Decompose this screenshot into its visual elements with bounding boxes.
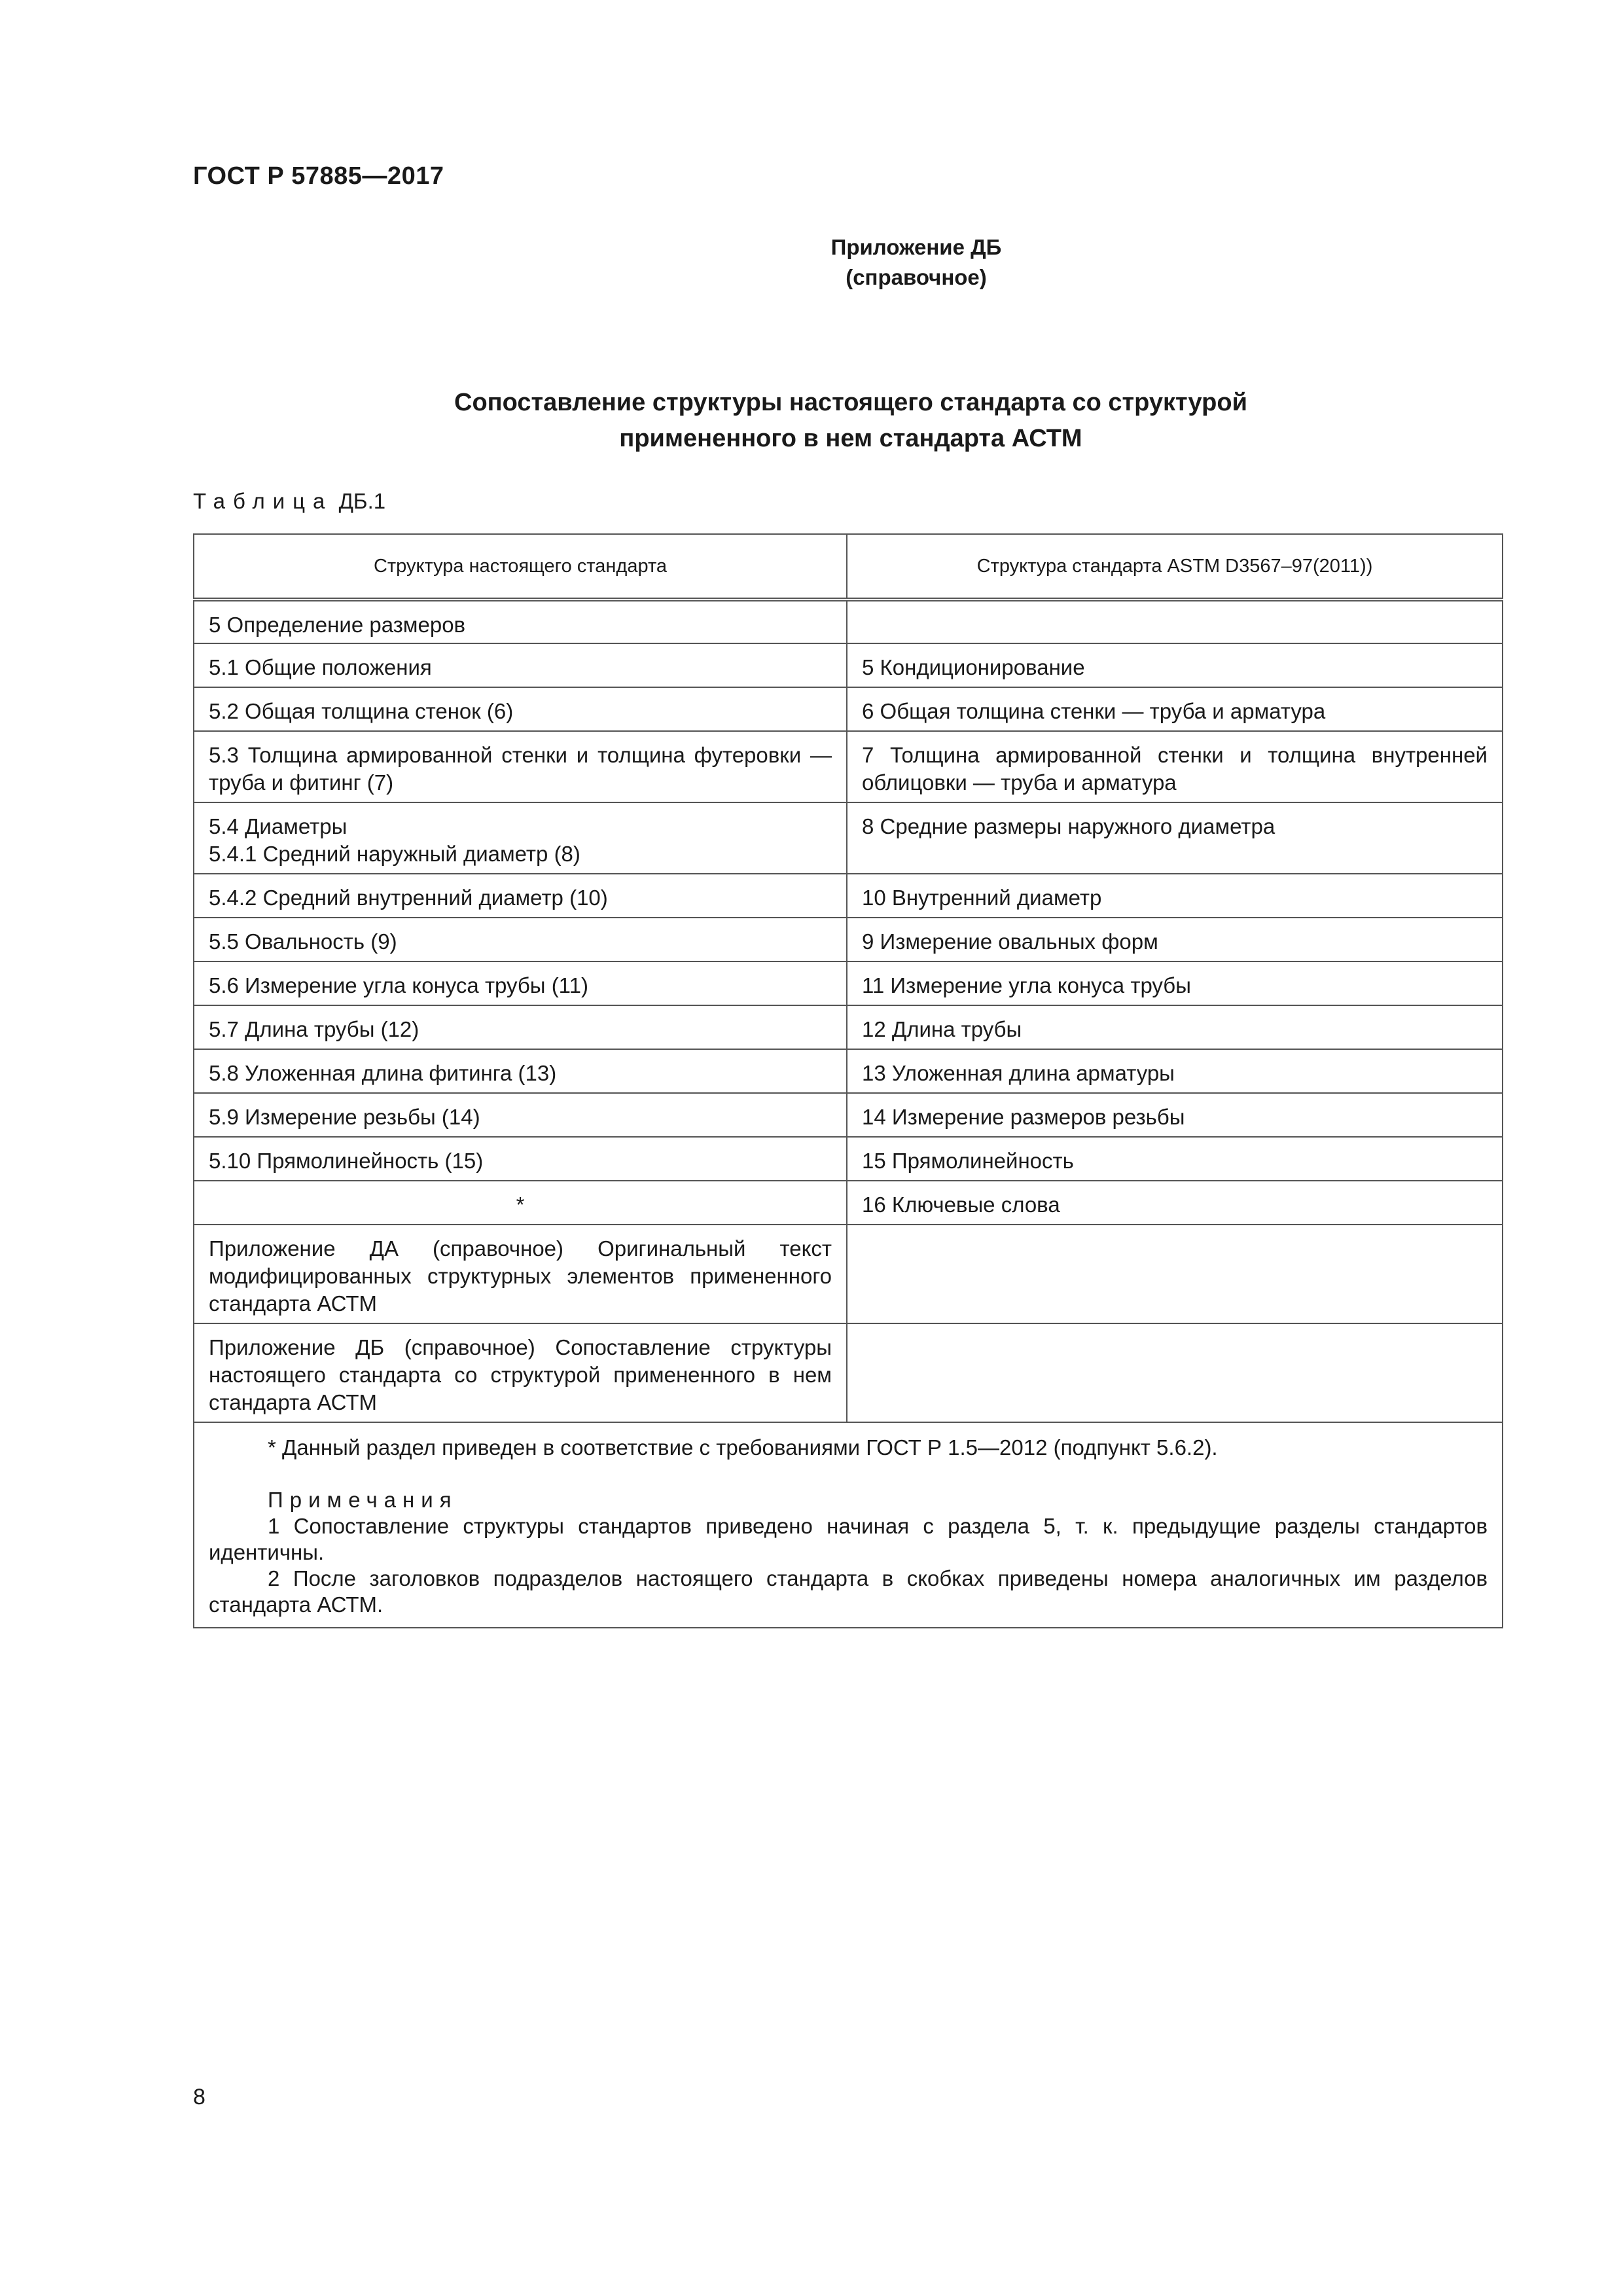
- footnote-marker: *: [516, 1193, 525, 1217]
- cell-text: 5.4.2 Средний внутренний диаметр (10): [209, 886, 608, 910]
- right-cell: [847, 802, 1503, 874]
- left-cell: [194, 1181, 847, 1225]
- right-cell: [847, 961, 1503, 1005]
- left-cell: [194, 961, 847, 1005]
- right-cell: [847, 600, 1503, 643]
- table-row: [194, 1049, 1503, 1093]
- table-row: [194, 1181, 1503, 1225]
- table-row: [194, 1093, 1503, 1137]
- table-row: [194, 687, 1503, 731]
- left-cell: [194, 918, 847, 961]
- cell-text: 5 Кондиционирование: [862, 655, 1085, 679]
- cell-text: 10 Внутренний диаметр: [862, 886, 1102, 910]
- cell-text: 5 Определение размеров: [209, 613, 466, 637]
- table-caption-id: ДБ.1: [338, 489, 386, 513]
- left-cell: [194, 1225, 847, 1323]
- cell-text: 5.4 Диаметры: [209, 814, 348, 838]
- left-cell: [194, 1005, 847, 1049]
- structure-comparison-table: [193, 533, 1503, 1628]
- left-cell: [194, 731, 847, 802]
- table-row: [194, 874, 1503, 918]
- left-cell: [194, 1323, 847, 1422]
- cell-text: 13 Уложенная длина арматуры: [862, 1061, 1175, 1085]
- left-cell: [194, 1049, 847, 1093]
- table-footnote-cell: [194, 1422, 1503, 1628]
- table-row: [194, 961, 1503, 1005]
- left-cell: [194, 1093, 847, 1137]
- cell-text: 12 Длина трубы: [862, 1017, 1022, 1041]
- table-caption-word: Таблица: [193, 489, 333, 513]
- table-footer-row: [194, 1422, 1503, 1628]
- table-header-row: [194, 534, 1503, 600]
- cell-text: 5.9 Измерение резьбы (14): [209, 1105, 480, 1129]
- right-cell: [847, 687, 1503, 731]
- cell-text: 5.3 Толщина армированной стенки и толщина футеровки — труба и фитинг (7): [209, 743, 832, 795]
- right-cell: [847, 1005, 1503, 1049]
- table-row: [194, 1225, 1503, 1323]
- left-cell: [194, 1137, 847, 1181]
- cell-text: 5.4.1 Средний наружный диаметр (8): [209, 842, 580, 866]
- left-cell: [194, 802, 847, 874]
- cell-text: 5.5 Овальность (9): [209, 929, 397, 954]
- cell-text: 6 Общая толщина стенки — труба и арматура: [862, 699, 1326, 723]
- note-item: 1 Сопоставление структуры стандартов приведено начиная с раздела 5, т. к. предыдущие разделы стандартов идентичны.: [209, 1514, 1488, 1564]
- cell-text: 7 Толщина армированной стенки и толщина внутренней облицовки — труба и арматура: [862, 743, 1488, 795]
- appendix-label: Приложение ДБ: [830, 235, 1002, 259]
- notes-title: Примечания: [268, 1488, 458, 1512]
- header-cell-astm-standard: Структура стандарта ASTM D3567–97(2011)): [847, 534, 1503, 600]
- left-cell: [194, 643, 847, 687]
- right-cell: [847, 1323, 1503, 1422]
- table-row: [194, 918, 1503, 961]
- table-row: [194, 731, 1503, 802]
- right-cell: [847, 918, 1503, 961]
- right-cell: [847, 1225, 1503, 1323]
- cell-text: 11 Измерение угла конуса трубы: [862, 973, 1191, 997]
- table-row: [194, 1005, 1503, 1049]
- cell-text: 15 Прямолинейность: [862, 1149, 1074, 1173]
- cell-text: 5.6 Измерение угла конуса трубы (11): [209, 973, 588, 997]
- title-line-2: примененного в нем стандарта АСТМ: [619, 425, 1082, 452]
- left-cell: [194, 687, 847, 731]
- right-cell: [847, 731, 1503, 802]
- cell-text: 8 Средние размеры наружного диаметра: [862, 814, 1275, 838]
- cell-text: 16 Ключевые слова: [862, 1193, 1060, 1217]
- appendix-heading: [713, 232, 1119, 293]
- table-row: [194, 643, 1503, 687]
- cell-text: 5.2 Общая толщина стенок (6): [209, 699, 514, 723]
- left-cell: [194, 874, 847, 918]
- note-item: 2 После заголовков подразделов настоящего стандарта в скобках приведены номера аналогичных им разделов стандарта АСТМ.: [209, 1566, 1488, 1617]
- table-footnote: * Данный раздел приведен в соответствие с требованиями ГОСТ Р 1.5—2012 (подпункт 5.6.2).: [268, 1435, 1218, 1460]
- cell-text: 9 Измерение овальных форм: [862, 929, 1158, 954]
- right-cell: [847, 874, 1503, 918]
- right-cell: [847, 643, 1503, 687]
- table-row: [194, 1137, 1503, 1181]
- document-number: ГОСТ Р 57885—2017: [193, 162, 444, 190]
- cell-text: Приложение ДА (справочное) Оригинальный текст модифицированных структурных элементов примененного стандарта АСТМ: [209, 1236, 832, 1316]
- table-row: [194, 802, 1503, 874]
- header-cell-current-standard: Структура настоящего стандарта: [194, 534, 847, 600]
- cell-text: 5.10 Прямолинейность (15): [209, 1149, 484, 1173]
- right-cell: [847, 1137, 1503, 1181]
- cell-text: 5.7 Длина трубы (12): [209, 1017, 419, 1041]
- appendix-status: (справочное): [846, 265, 987, 289]
- table-row: [194, 1323, 1503, 1422]
- left-cell: [194, 600, 847, 643]
- right-cell: [847, 1049, 1503, 1093]
- table-row: [194, 600, 1503, 643]
- cell-text: Приложение ДБ (справочное) Сопоставление структуры настоящего стандарта со структурой примененного в нем стандарта АСТМ: [209, 1335, 832, 1414]
- right-cell: [847, 1093, 1503, 1137]
- cell-text: 14 Измерение размеров резьбы: [862, 1105, 1185, 1129]
- table-caption: [193, 489, 385, 514]
- page-number: 8: [193, 2085, 205, 2109]
- right-cell: [847, 1181, 1503, 1225]
- page-title: [380, 385, 1322, 457]
- cell-text: 5.8 Уложенная длина фитинга (13): [209, 1061, 557, 1085]
- cell-text: 5.1 Общие положения: [209, 655, 432, 679]
- title-line-1: Сопоставление структуры настоящего стандарта со структурой: [454, 389, 1247, 416]
